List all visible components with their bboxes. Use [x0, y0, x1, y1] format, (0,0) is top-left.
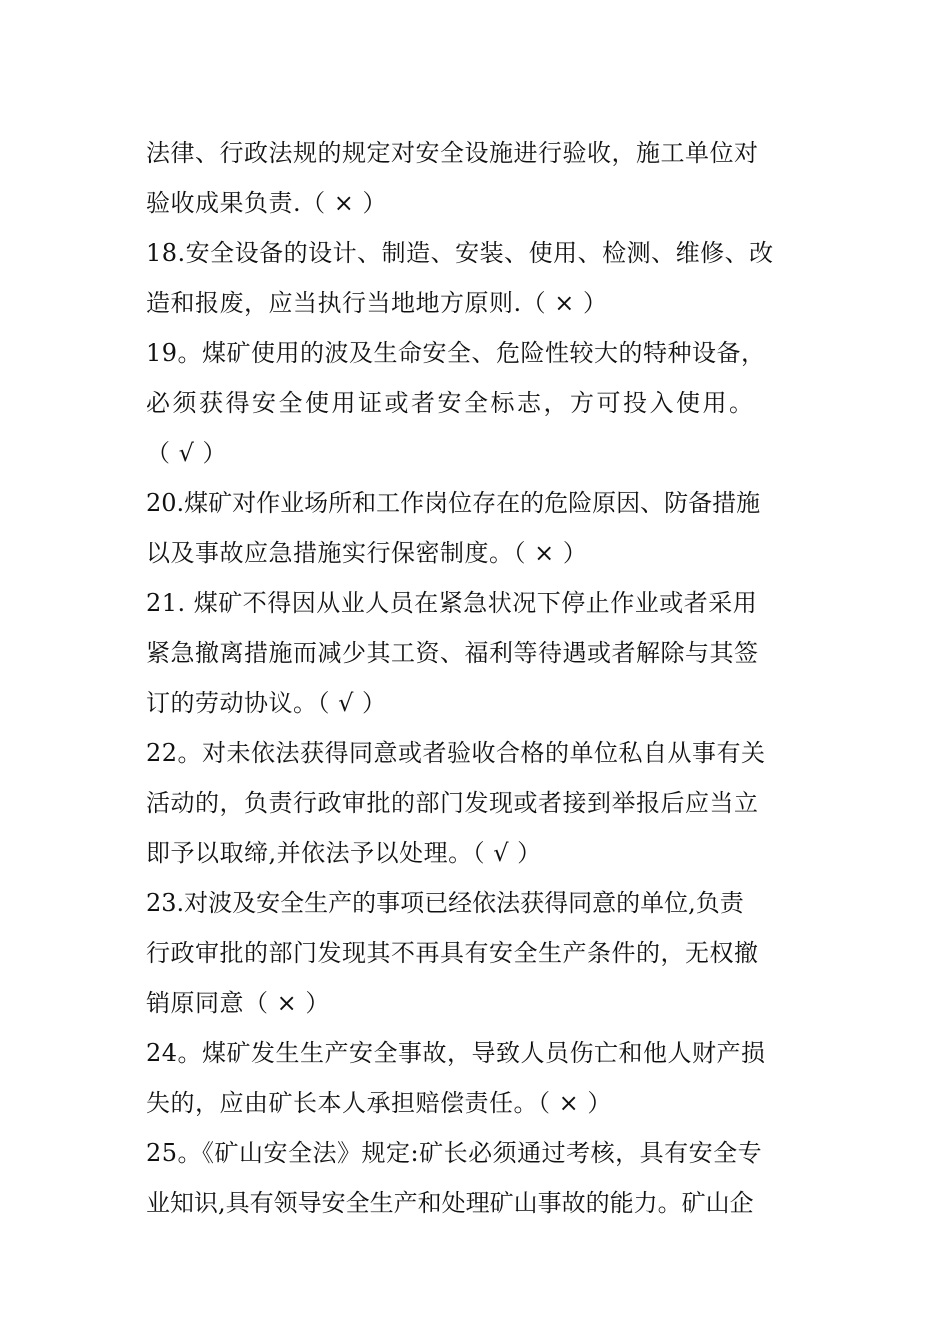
text-line: 销原同意（ × ）: [146, 989, 330, 1017]
question-20-line: 20.煤矿对作业场所和工作岗位存在的危险原因、防备措施: [146, 489, 761, 517]
text-line: 业知识,具有领导安全生产和处理矿山事故的能力。矿山企: [146, 1189, 754, 1217]
text-line: 订的劳动协议。（ √ ）: [146, 689, 387, 717]
question-18-line: 18.安全设备的设计、制造、安装、使用、检测、维修、改: [146, 239, 774, 267]
question-24-line: 24。煤矿发生生产安全事故，导致人员伤亡和他人财产损: [146, 1039, 766, 1067]
text-line: 必须获得安全使用证或者安全标志，方可投入使用。: [146, 389, 756, 417]
question-19-line: 19。煤矿使用的波及生命安全、危险性较大的特种设备，: [146, 339, 766, 367]
text-line: 失的，应由矿长本人承担赔偿责任。（ × ）: [146, 1089, 612, 1117]
text-line: 以及事故应急措施实行保密制度。（ × ）: [146, 539, 588, 567]
question-23-line: 23.对波及安全生产的事项已经依法获得同意的单位,负责: [146, 889, 744, 917]
text-line: 紧急撤离措施而减少其工资、福利等待遇或者解除与其签: [146, 639, 759, 667]
question-21-line: 21. 煤矿不得因从业人员在紧急状况下停止作业或者采用: [146, 589, 758, 617]
text-line: 即予以取缔,并依法予以处理。（ √ ）: [146, 839, 542, 867]
document-body: [146, 128, 810, 1228]
text-line: 活动的，负责行政审批的部门发现或者接到举报后应当立: [146, 789, 759, 817]
text-line: 造和报废，应当执行当地地方原则.（ × ）: [146, 289, 608, 317]
text-line: 验收成果负责.（ × ）: [146, 189, 387, 217]
answer-line: （ √ ）: [146, 439, 228, 467]
question-25-line: 25。《矿山安全法》规定:矿长必须通过考核，具有安全专: [146, 1139, 763, 1167]
text-line: 法律、行政法规的规定对安全设施进行验收，施工单位对: [146, 139, 759, 167]
text-line: 行政审批的部门发现其不再具有安全生产条件的，无权撤: [146, 939, 759, 967]
question-22-line: 22。对未依法获得同意或者验收合格的单位私自从事有关: [146, 739, 766, 767]
